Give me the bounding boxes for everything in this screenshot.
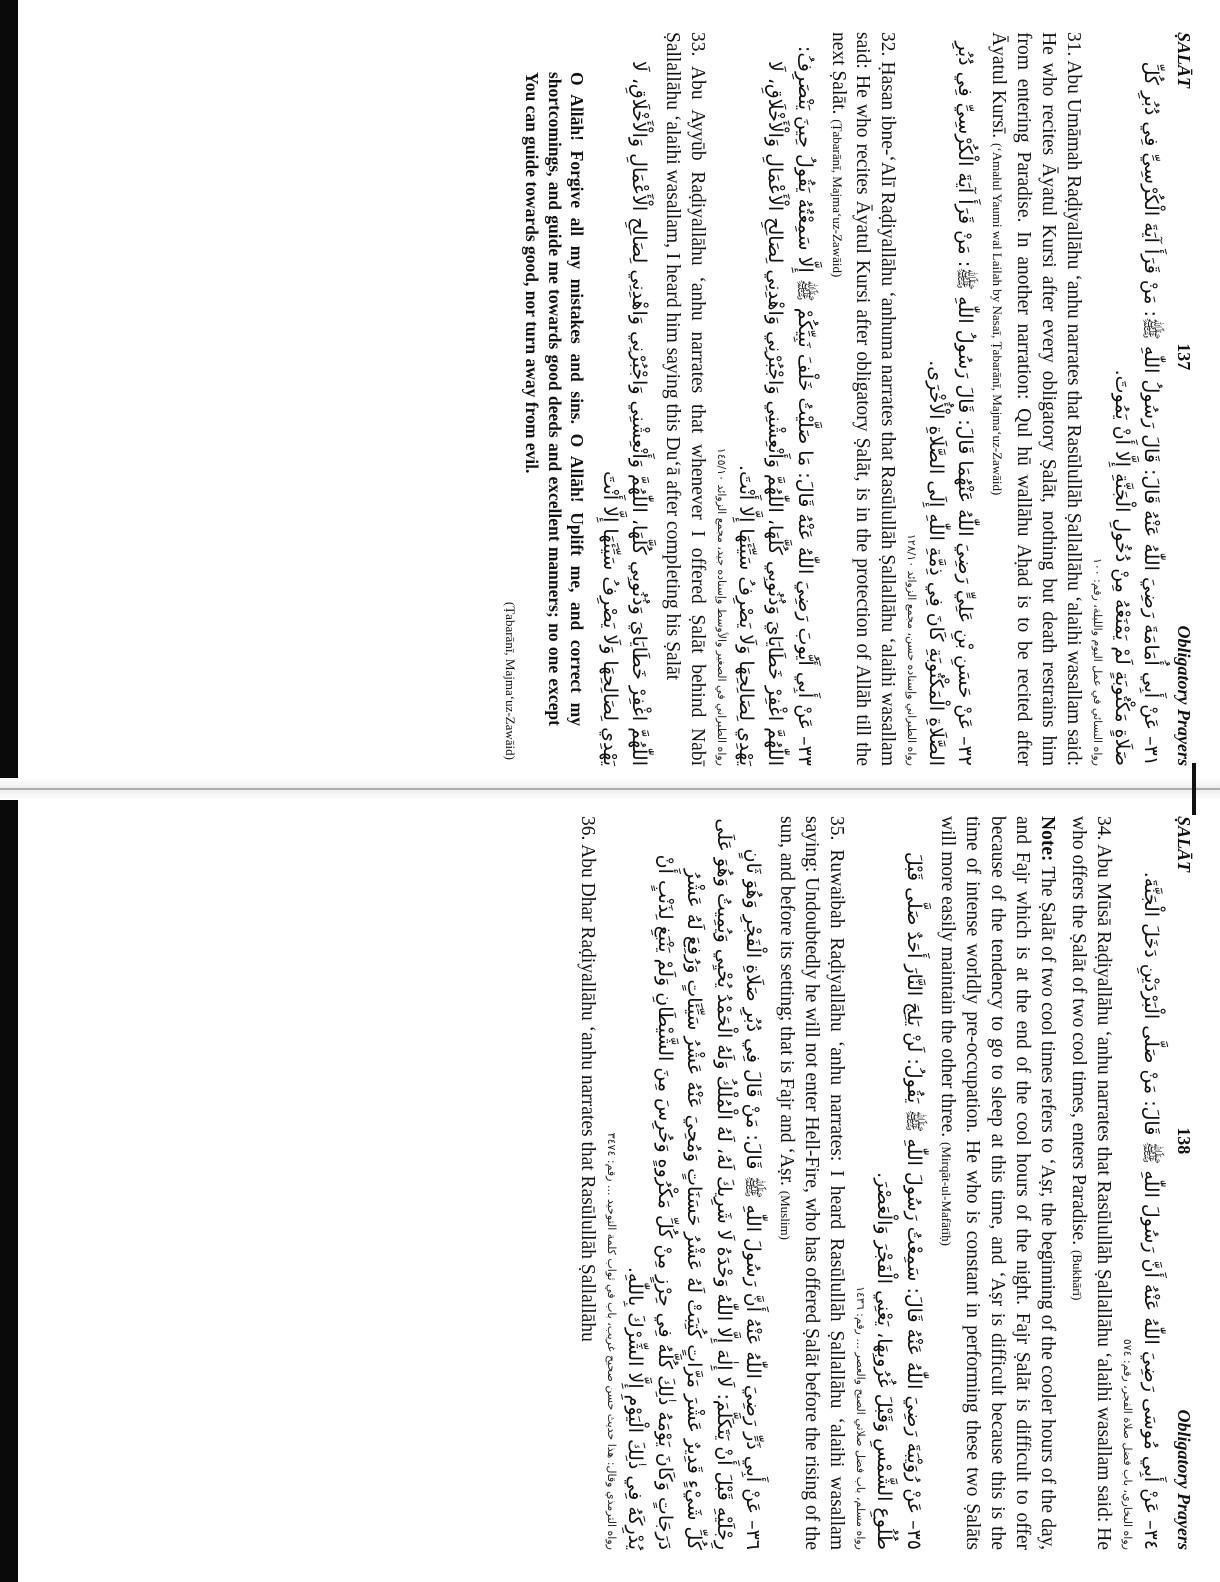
page-137	[60, 24, 1200, 774]
header-section: Obligatory Prayers	[1174, 625, 1194, 766]
note-label: Note:	[1036, 816, 1058, 862]
hadith-36-translation: 36. Abu Dhar Raḍiyallāhu ‘anhu narrates that Rasūlullāh Ṣallallāhu	[576, 816, 598, 1342]
hadith-33-arabic-reference: رواه الطبراني في الصغير والأوسط وإسناده جيد، مجمع الزوائد ١٤٥/١٠	[715, 447, 729, 766]
hadith-35-translation: 35. Ruwaibah Raḍiyallāhu ‘anhu narrates: I heard Rasūlullāh Ṣallallāhu ‘alaihi wasallam saying: Undoubtedly he will not enter Hell-Fire, who has offered Ṣalāt before the rising of the sun, and before its setting; that is Fajr and ‘Aṣr. (Muslim)	[776, 816, 848, 1550]
hadith-35-arabic-reference: رواه مسلم، باب فضل صلاتي الصبح والعصر ... رقم: ١٤٣٦	[854, 1286, 868, 1550]
hadith-34-source: (Bukhārī)	[1069, 1249, 1085, 1301]
hadith-33-source: (Ṭabarānī, Majma‘uz-Zawāid)	[503, 601, 519, 760]
hadith-31-source: (‘Amalul Yaumi wal Lailah by Nasaī, Ṭabarānī, Majma‘uz-Zawāid)	[990, 143, 1006, 496]
hadith-34-arabic-reference: رواه البخاري، باب فضل صلاة الفجر، رقم: ٥٧٤	[1120, 1338, 1134, 1550]
hadith-34-arabic: ٣٤– عَنْ أَبِي مُوسَى رَضِيَ اللّٰهُ عَنْهُ أَنَّ رَسُولَ اللّٰهِ ﷺ قَالَ: مَنْ صَلَّى الْبَرْدَيْنِ دَخَلَ الْجَنَّةَ.	[1140, 871, 1162, 1550]
dua-arabic: اللّٰهُمَّ اغْفِرْ خَطَايَايَ وَذُنُوبِي كُلَّهَا، اللّٰهُمَّ وَأَنْعِشْنِي وَاجْبُرْنِي وَاهْدِنِي لِصَالِحِ الْأَعْمَالِ وَالْأَخْلَاقِ، لَا يَهْدِي لِصَالِحِهَا وَلَا يَصْرِفُ سَيِّئَهَا إِلَّا أَنْتَ	[598, 60, 651, 766]
hadith-36-arabic: ٣٦– عَنْ أَبِي ذَرٍّ رَضِيَ اللّٰهُ عَنْهُ أَنَّ رَسُولَ اللّٰهِ ﷺ قَالَ: مَنْ قَالَ فِي دُبُرِ صَلَاةِ الْفَجْرِ وَهُوَ ثَانٍ رِجْلَيْهِ قَبْلَ أَنْ يَتَكَلَّمَ: لَا إِلٰهَ إِلَّا اللّٰهُ وَحْدَهُ لَا شَرِيكَ لَهُ، لَهُ الْمُلْكُ وَلَهُ الْحَمْدُ يُحْيِي وَيُمِيتُ وَهُوَ عَلَى كُلِّ شَيْءٍ قَدِيرٌ عَشْرَ مَرَّاتٍ كُتِبَتْ لَهُ عَشْرُ حَسَنَاتٍ وَمُحِيَ عَنْهُ عَشْرُ سَيِّئَاتٍ وَرُفِعَ لَهُ عَشْرُ دَرَجَاتٍ وَكَانَ يَوْمَهُ ذٰلِكَ كُلَّهُ فِي حِرْزٍ مِنْ كُلِّ مَكْرُوهٍ وَحُرِسَ مِنَ الشَّيْطَانِ وَلَمْ يَنْبَغِ لِذَنْبٍ أَنْ يُدْرِكَهُ فِي ذٰلِكَ الْيَوْمِ إِلَّا الشِّرْكَ بِاللّٰهِ.	[624, 818, 765, 1550]
page-gutter	[0, 778, 1220, 800]
hadith-32-source: (Ṭabarānī, Majma‘uz-Zawāid)	[829, 119, 845, 278]
note-paragraph: Note: The Ṣalāt of two cool times refers to ‘Aṣr, the beginning of the cooler hours of the day, and Fajr which is at the end of the cool hours of the night. Fajr Ṣalāt is difficult to offer because of the tendency to go to sleep at this time, and ‘Aṣr is difficult because this is the time of intense worldly pre-occupation. He who is constant in performing these two Ṣalāts will more easily maintain the other three. (Mirqāt-ul-Mafātīḥ)	[936, 816, 1058, 1550]
running-head	[1173, 32, 1194, 766]
note-source: (Mirqāt-ul-Mafātīḥ)	[938, 1141, 954, 1246]
hadith-35-arabic: ٣٥– عَنْ رُوَيْبَةَ رَضِيَ اللّٰهُ عَنْهُ قَالَ: سَمِعْتُ رَسُولَ اللّٰهِ ﷺ يَقُولُ: لَنْ يَلِجَ النَّارَ أَحَدٌ صَلَّى قَبْلَ طُلُوعِ الشَّمْسِ وَقَبْلَ غُرُوبِهَا، يَعْنِي الْفَجْرَ وَالْعَصْرَ.	[873, 851, 925, 1550]
page-number: 137	[1174, 343, 1194, 371]
hadith-32-translation: 32. Ḥasan ibne-‘Alī Raḍiyallāhu ‘anhuma narrates that Rasūlullāh Ṣallallāhu ‘alaihi wasallam said: He who recites Āyatul Kursi after obligatory Ṣalāt, is in the protection of Allāh till the next Ṣalāt. (Ṭabarānī, Majma‘uz-Zawāid)	[827, 32, 899, 766]
header-title: ṢALĀT	[1174, 816, 1194, 873]
hadith-32-arabic-reference: رواه الطبراني وإسناده حسن، مجمع الزوائد ١٢٨/١٠	[905, 533, 919, 766]
running-head	[1173, 816, 1194, 1550]
dua-translation: O Allāh! Forgive all my mistakes and sins. O Allāh! Uplift me, and correct my shortcomings, and guide me towards good deeds and excellent manners; no one except You can guide towards good, nor turn away from evil.	[521, 72, 588, 726]
hadith-33-arabic: ٣٣– عَنْ أَبِي أَيُّوبَ رَضِيَ اللّٰهُ عَنْهُ قَالَ: مَا صَلَّيْتُ خَلْفَ نَبِيِّكُمْ ﷺ إِلَّا سَمِعْتُهُ يَقُولُ حِينَ يَنْصَرِفُ: اللّٰهُمَّ اغْفِرْ خَطَايَايَ وَذُنُوبِي كُلَّهَا، اللّٰهُمَّ وَأَنْعِشْنِي وَاجْبُرْنِي وَاهْدِنِي لِصَالِحِ الْأَعْمَالِ وَالْأَخْلَاقِ، لَا يَهْدِي لِصَالِحِهَا وَلَا يَصْرِفُ سَيِّئَهَا إِلَّا أَنْتَ.	[734, 45, 816, 766]
page-number: 138	[1174, 1127, 1194, 1155]
hadith-33-translation: 33. Abu Ayyūb Raḍiyallāhu ‘anhu narrates that whenever I offered Ṣalāt behind Nabī Ṣallallāhu ‘alaihi wasallam, I heard him saying this Du‘ā after completing his Ṣalāt	[662, 32, 709, 766]
hadith-36-arabic-reference: رواه الترمذي وقال: هذا حديث حسن صحيح غريب، باب في ثواب كلمة التوحيد ... رقم: ٣٤٧٤	[604, 1132, 618, 1550]
hadith-31-arabic: ٣١– عَنْ أَبِي أُمَامَةَ رَضِيَ اللّٰهُ عَنْهُ قَالَ: قَالَ رَسُولُ اللّٰهِ ﷺ: مَنْ قَرَأَ آيَةَ الْكُرْسِيِّ فِي دُبُرِ كُلِّ صَلَاةٍ مَكْتُوبَةٍ لَمْ يَمْنَعْهُ مِنْ دُخُولِ الْجَنَّةِ إِلَّا أَنْ يَمُوتَ.	[1110, 61, 1162, 766]
hadith-31-arabic-reference: رواه النسائي في عمل اليوم والليلة، رقم: ١٠٠	[1091, 557, 1105, 766]
hadith-35-source: (Muslim)	[778, 1190, 794, 1240]
header-section: Obligatory Prayers	[1174, 1409, 1194, 1550]
hadith-34-translation: 34. Abu Mūsā Raḍiyallāhu ‘anhu narrates that Rasūlullāh Ṣallallāhu ‘alaihi wasallam said: He who offers the Ṣalāt of two cool times, enters Paradise. (Bukhārī)	[1067, 816, 1114, 1550]
hadith-31-translation: 31. Abu Umāmah Raḍiyallāhu ‘anhu narrates that Rasūlullāh Ṣallallāhu ‘alaihi wasallam said: He who recites Āyatul Kursi after every obligatory Ṣalāt, nothing but death restrains him from entering Paradise. In another narration: Qul hū wallāhu Aḥad is to be recited after Āyatul Kursī. (‘Amalul Yaumi wal Lailah by Nasaī, Ṭabarānī, Majma‘uz-Zawāid)	[988, 32, 1085, 766]
header-title: ṢALĀT	[1174, 32, 1194, 89]
hadith-32-arabic: ٣٢– عَنْ حَسَنِ بْنِ عَلِيٍّ رَضِيَ اللّٰهُ عَنْهُمَا قَالَ: قَالَ رَسُولُ اللّٰهِ ﷺ: مَنْ قَرَأَ آيَةَ الْكُرْسِيِّ فِي دُبُرِ الصَّلَاةِ الْمَكْتُوبَةِ كَانَ فِي ذِمَّةِ اللّٰهِ إِلَى الصَّلَاةِ الْأُخْرَى.	[924, 41, 977, 766]
page-138	[60, 808, 1200, 1558]
